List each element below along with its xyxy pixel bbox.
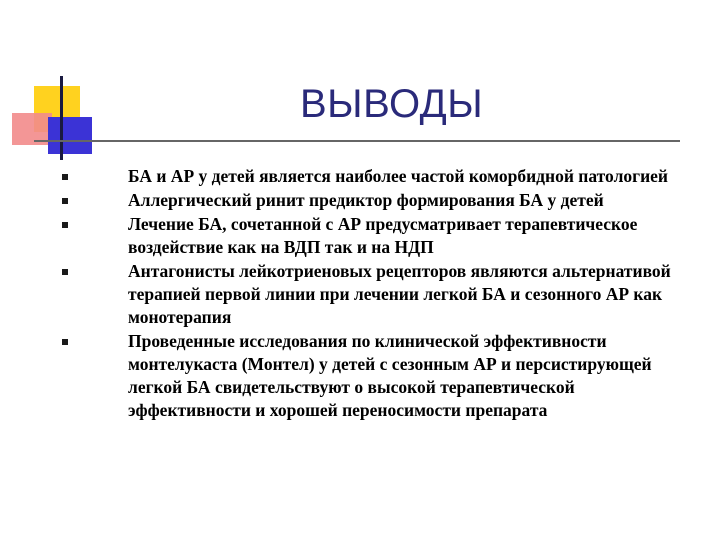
bullet-text: Антагонисты лейкотриеновых рецепторов являются альтернативой терапией первой линии при лечении легкой БА и сезонного АР как монотерапия <box>128 261 671 327</box>
bullet-item <box>60 189 690 212</box>
square-bullet-icon <box>62 198 68 204</box>
bullet-text: Лечение БА, сочетанной с АР предусматривает терапевтическое воздействие как на ВДП так и на НДП <box>128 214 638 257</box>
bullet-item <box>60 260 690 329</box>
title-divider <box>34 140 680 142</box>
bullet-item <box>60 213 690 259</box>
square-bullet-icon <box>62 174 68 180</box>
bullet-text: Проведенные исследования по клинической эффективности монтелукаста (Монтел) у детей с сезонным АР и персистирующей легкой БА свидетельствуют о высокой терапевтической эффективности и хорошей переносимости препарата <box>128 331 652 420</box>
slide-title: ВЫВОДЫ <box>300 82 484 126</box>
decor-vertical-line <box>60 76 63 160</box>
square-bullet-icon <box>62 222 68 228</box>
bullet-text: БА и АР у детей является наиболее частой коморбидной патологией <box>128 166 669 186</box>
square-bullet-icon <box>62 269 68 275</box>
bullet-list <box>60 165 690 423</box>
decor-blue-square <box>48 117 92 154</box>
bullet-text: Аллергический ринит предиктор формирования БА у детей <box>128 190 604 210</box>
bullet-item <box>60 330 690 422</box>
square-bullet-icon <box>62 339 68 345</box>
bullet-item <box>60 165 690 188</box>
